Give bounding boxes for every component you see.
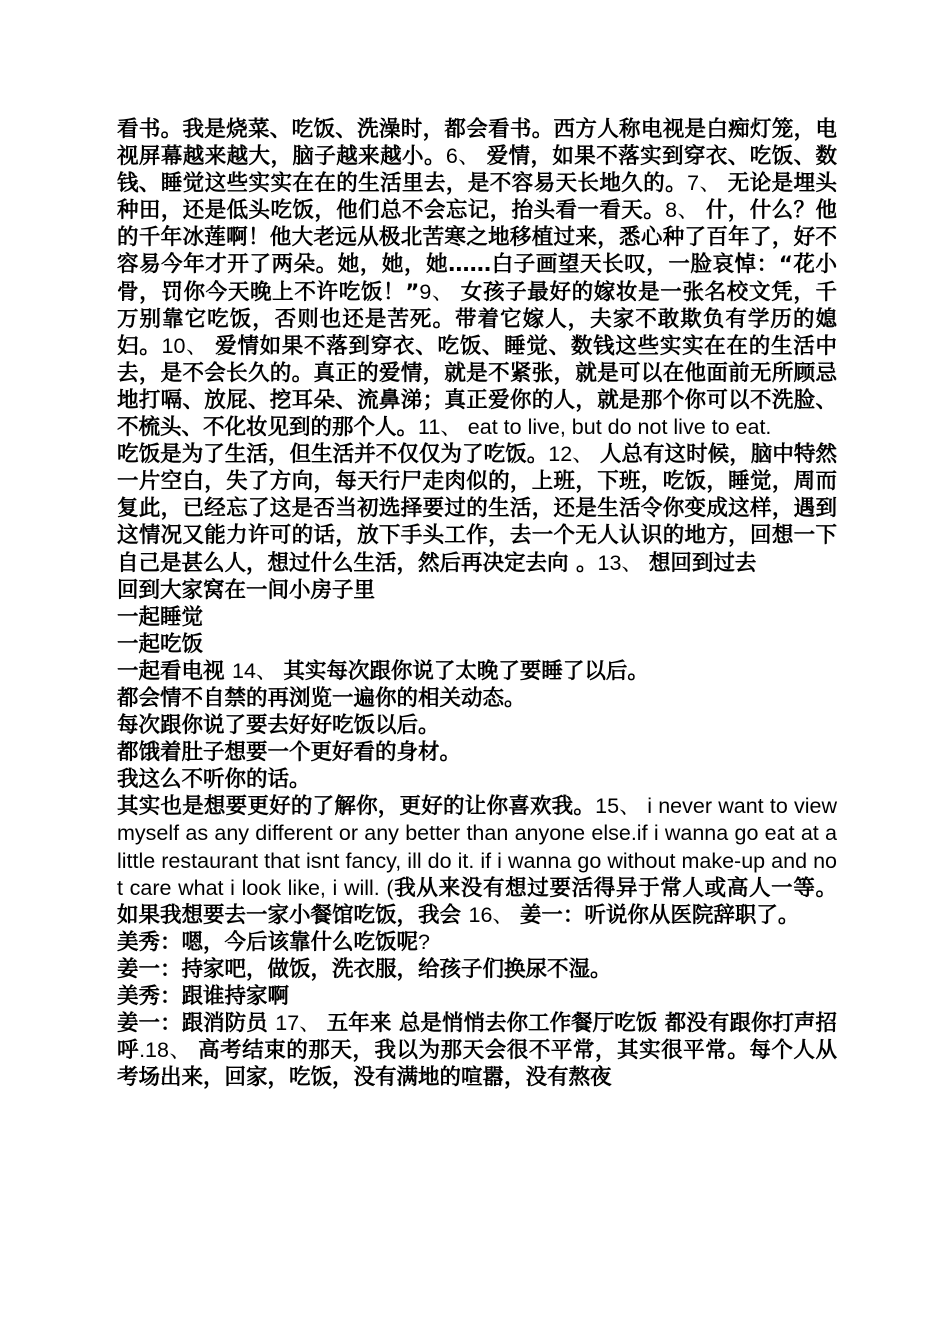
text-segment: 吃饭是为了生活，但生活并不仅仅为了吃饭。: [117, 442, 549, 468]
text-segment: 16、: [468, 902, 520, 927]
text-segment: 人总有这时候，脑中特然一片空白，失了方向，每天行尸走肉似的，上班，下班，吃饭，睡觉，周而复此，已经忘了这是否当初选择要过的生活，还是生活令你变成这样，遇到这情况又能力许可的话，放下手头工作，去一个无人认识的地方，回想一下自己是甚么人，想过什么生活，然后再决定去向 。: [117, 442, 837, 576]
text-segment: 8、: [665, 198, 706, 223]
text-segment: 15、 i never want to view myself as any different or any better than anyone else.if i wanna go eat at a little restaurant that isnt fancy, ill do it. if i wanna go without make-up and not care what i look like, i will. (: [117, 794, 837, 900]
text-segment: 14、: [232, 658, 284, 683]
text-segment: 其实也是想要更好的了解你，更好的让你喜欢我。: [117, 794, 596, 820]
text-segment: 女孩子最好的嫁妆是一张名校文凭，千万别靠它吃饭，否则也还是苦死。带着它嫁人，夫家不敢欺负有学历的媳妇。: [117, 279, 837, 359]
text-segment: 什，什么？他的千年冰莲啊！他大老远从极北苦寒之地移植过来，悉心种了百年了，好不容易今年才开了两朵。她，她，她……白子画望天长叹，一脸哀悼：“花小骨，罚你今天晚上不许吃饭！”: [117, 198, 837, 305]
paragraph: [117, 577, 837, 604]
paragraph: [117, 739, 837, 766]
text-segment: .18、: [139, 1038, 199, 1063]
text-segment: 美秀：跟谁持家啊: [117, 984, 290, 1009]
text-segment: 五年来 总是悄悄去你工作餐厅吃饭 都没有跟你打声招呼: [117, 1011, 837, 1064]
text-segment: 想回到过去: [648, 550, 757, 576]
paragraph: [117, 685, 837, 712]
text-segment: 爱情如果不落到穿衣、吃饭、睡觉、数钱这些实实在在的生活中去，是不会长久的。真正的爱情，就是不紧张，就是可以在他面前无所顾忌地打嗝、放屁、挖耳朵、流鼻涕；真正爱你的人，就是那个你可以不洗脸、不梳头、不化妆见到的那个人。: [117, 333, 837, 441]
text-segment: 6、: [445, 144, 487, 169]
text-segment: 姜一：跟消防员: [117, 1011, 276, 1037]
text-segment: 12、: [548, 442, 600, 467]
text-segment: 11、 eat to live, but do not live to eat.: [418, 415, 772, 440]
document-page: [117, 116, 837, 1091]
paragraph: [117, 766, 837, 793]
paragraph: [117, 441, 837, 576]
text-segment: ?: [418, 929, 430, 954]
paragraph: [117, 956, 837, 983]
paragraph: [117, 929, 837, 956]
paragraph: [117, 604, 837, 631]
text-segment: 无论是埋头种田，还是低头吃饭，他们总不会忘记，抬头看一看天。: [117, 171, 837, 224]
text-segment: 其实每次跟你说了太晚了要睡了以后。: [283, 658, 649, 684]
text-segment: 美秀：嗯，今后该靠什么吃饭呢: [117, 929, 419, 955]
text-segment: 回到大家窝在一间小房子里: [117, 577, 376, 603]
paragraph: [117, 712, 837, 739]
text-segment: 一起睡觉: [117, 604, 204, 630]
text-segment: 都饿着肚子想要一个更好看的身材。: [117, 740, 462, 766]
text-segment: 7、: [687, 171, 728, 196]
text-segment: 一起吃饭: [117, 631, 204, 657]
text-segment: 姜一：听说你从医院辞职了。: [519, 902, 800, 928]
text-segment: 看书。我是烧菜、吃饭、洗澡时，都会看书。西方人称电视是白痴灯笼，电视屏幕越来越大，脑子越来越小。: [117, 117, 837, 170]
paragraph: [117, 658, 837, 685]
text-segment: 都会情不自禁的再浏览一遍你的相关动态。: [117, 685, 526, 711]
text-segment: 我这么不听你的话。: [117, 767, 311, 793]
text-segment: 每次跟你说了要去好好吃饭以后。: [117, 713, 440, 739]
paragraph: [117, 793, 837, 928]
text-segment: 17、: [275, 1011, 327, 1036]
paragraph: [117, 631, 837, 658]
text-segment: 姜一：持家吧，做饭，洗衣服，给孩子们换尿不湿。: [117, 956, 612, 982]
text-segment: 高考结束的那天，我以为那天会很不平常，其实很平常。每个人从考场出来，回家，吃饭，没有满地的喧嚣，没有熬夜: [117, 1038, 837, 1091]
text-segment: 我从来没有想过要活得异于常人或高人一等。如果我想要去一家小餐馆吃饭，我会: [117, 875, 837, 928]
paragraph: [117, 116, 837, 441]
text-segment: 9、: [419, 279, 461, 304]
text-segment: 13、: [597, 550, 649, 575]
text-segment: 爱情，如果不落实到穿衣、吃饭、数钱、睡觉这些实实在在的生活里去，是不容易天长地久的。: [117, 144, 837, 197]
text-segment: 一起看电视: [117, 658, 232, 684]
text-segment: 10、: [161, 333, 216, 358]
paragraph: [117, 1010, 837, 1091]
paragraph: [117, 983, 837, 1010]
